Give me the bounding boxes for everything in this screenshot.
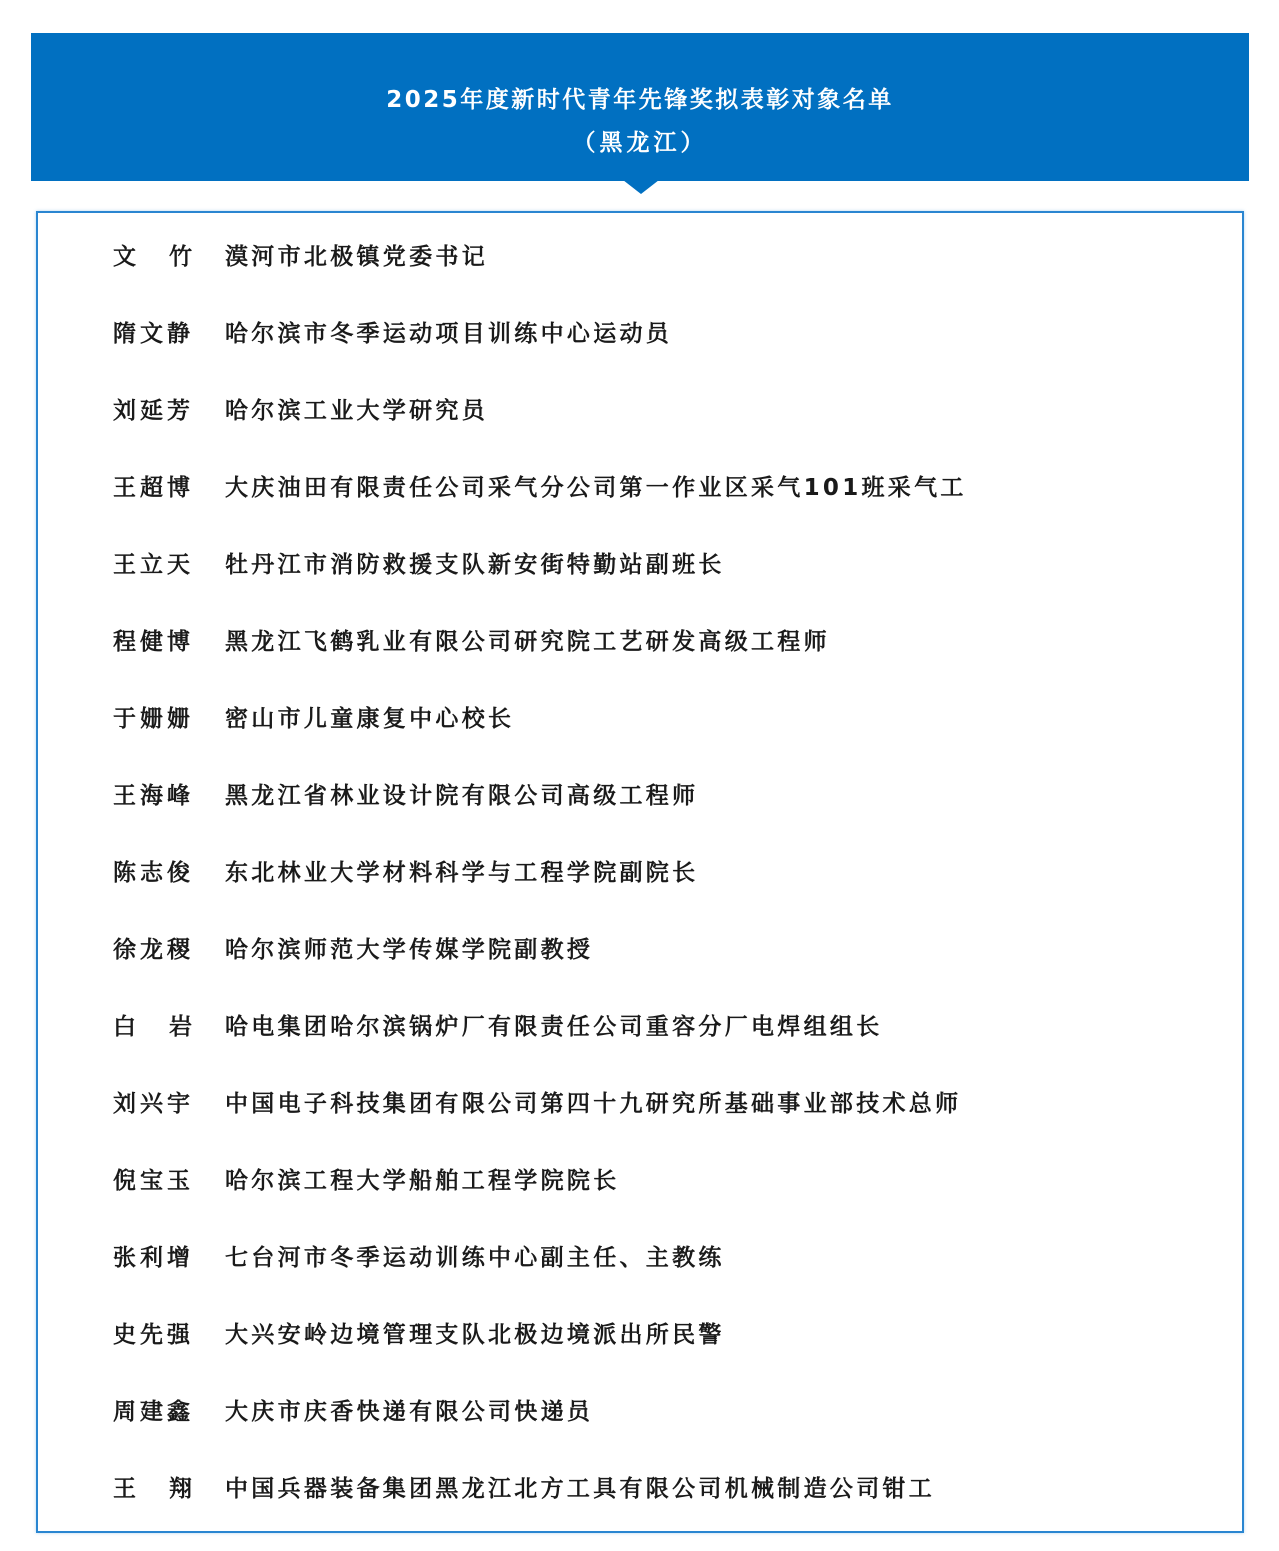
honoree-title: 哈尔滨师范大学传媒学院副教授	[225, 937, 594, 963]
honoree-name: 王翔	[113, 1476, 225, 1502]
honoree-title: 漠河市北极镇党委书记	[225, 244, 488, 270]
header-pointer	[623, 180, 659, 194]
honoree-name: 王超博	[113, 475, 194, 501]
honoree-title: 密山市儿童康复中心校长	[225, 706, 515, 732]
honoree-title: 哈尔滨市冬季运动项目训练中心运动员	[225, 321, 673, 347]
honoree-name: 徐龙稷	[113, 937, 194, 963]
honoree-name: 白岩	[113, 1014, 225, 1040]
honoree-title: 七台河市冬季运动训练中心副主任、主教练	[225, 1245, 725, 1271]
honoree-name: 文竹	[113, 244, 225, 270]
page-title: 2025年度新时代青年先锋奖拟表彰对象名单	[386, 87, 894, 113]
honoree-title: 东北林业大学材料科学与工程学院副院长	[225, 860, 699, 886]
honoree-title: 大庆油田有限责任公司采气分公司第一作业区采气101班采气工	[225, 475, 967, 501]
region-subtitle: （黑龙江）	[572, 130, 708, 156]
honoree-title: 黑龙江省林业设计院有限公司高级工程师	[225, 783, 699, 809]
honoree-name: 倪宝玉	[113, 1168, 194, 1194]
honoree-name: 王海峰	[113, 783, 194, 809]
honoree-title: 哈尔滨工业大学研究员	[225, 398, 488, 424]
honoree-title: 黑龙江飞鹤乳业有限公司研究院工艺研发高级工程师	[225, 629, 830, 655]
honoree-list	[36, 211, 1244, 1533]
honoree-name: 陈志俊	[113, 860, 194, 886]
honoree-name: 程健博	[113, 629, 194, 655]
honoree-title: 大庆市庆香快递有限公司快递员	[225, 1399, 594, 1425]
honoree-title: 中国电子科技集团有限公司第四十九研究所基础事业部技术总师	[225, 1091, 962, 1117]
honoree-name: 隋文静	[113, 321, 194, 347]
honoree-name: 周建鑫	[113, 1399, 194, 1425]
honoree-name: 刘兴宇	[113, 1091, 194, 1117]
honoree-title: 牡丹江市消防救援支队新安街特勤站副班长	[225, 552, 725, 578]
honoree-title: 哈电集团哈尔滨锅炉厂有限责任公司重容分厂电焊组组长	[225, 1014, 883, 1040]
honoree-name: 张利增	[113, 1245, 194, 1271]
honoree-name: 王立天	[113, 552, 194, 578]
honoree-name: 于姗姗	[113, 706, 194, 732]
honoree-name: 刘延芳	[113, 398, 194, 424]
honoree-title: 中国兵器装备集团黑龙江北方工具有限公司机械制造公司钳工	[225, 1476, 936, 1502]
list-header	[31, 33, 1249, 181]
honoree-name: 史先强	[113, 1322, 194, 1348]
honoree-title: 哈尔滨工程大学船舶工程学院院长	[225, 1168, 620, 1194]
honoree-title: 大兴安岭边境管理支队北极边境派出所民警	[225, 1322, 725, 1348]
